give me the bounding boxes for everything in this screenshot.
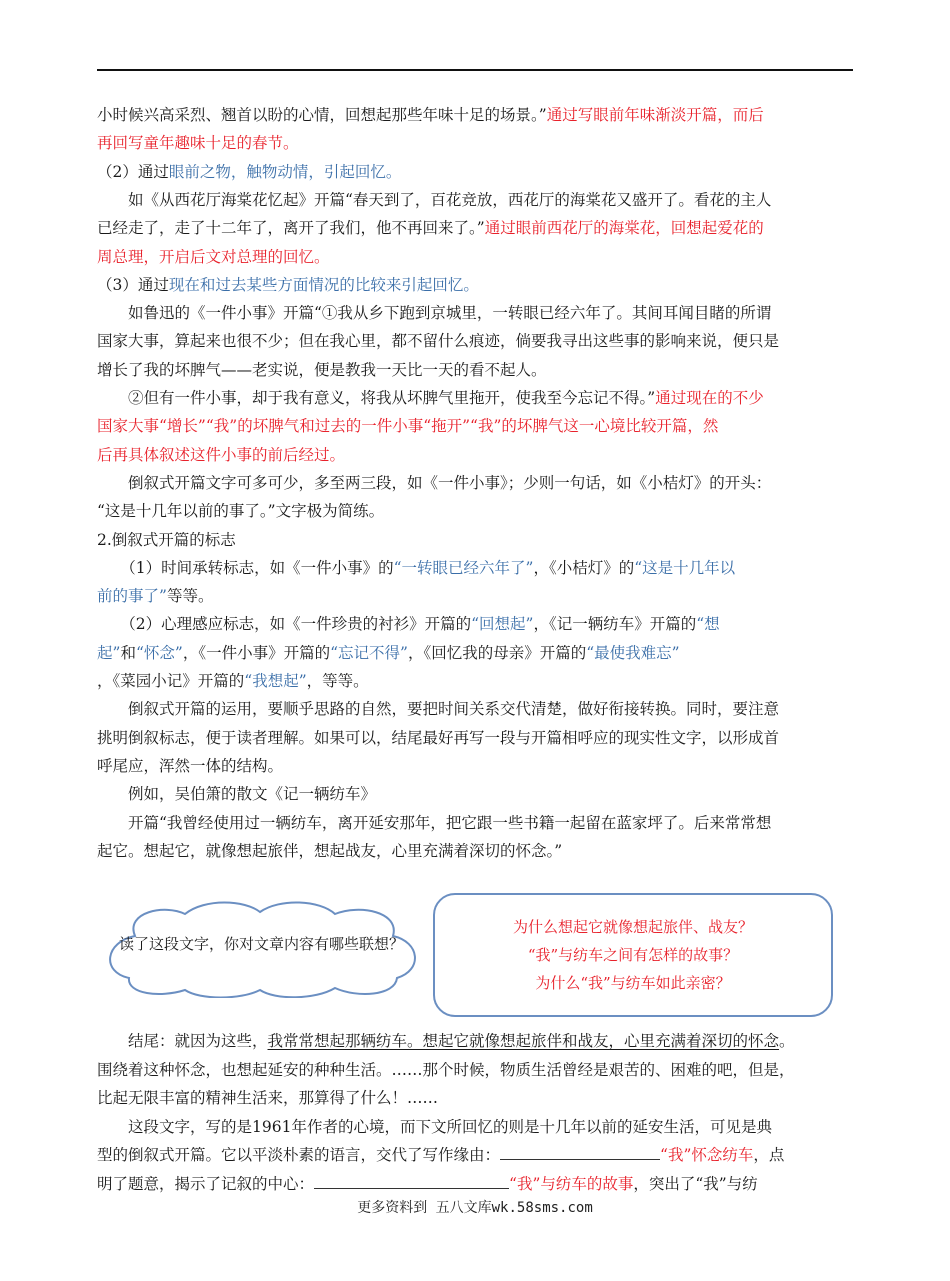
text-segment: 我常常想起那辆纺车。想起它就像想起旅伴和战友，心里充满着深切的怀念: [267, 1032, 780, 1050]
cloud-prompt: 读了这段文字，你对文章内容有哪些联想？: [104, 935, 405, 953]
text-segment: 国家大事“增长”“我”的坏脾气和过去的一件小事“拖开”“我”的坏脾气这一心境比较开篇，然: [97, 417, 719, 436]
text-line: [97, 1026, 853, 1056]
text-line: [97, 723, 853, 753]
text-segment: 通过眼前西花厅的海棠花，回想起爱花的: [484, 219, 764, 238]
text-segment: 倒叙式开篇的运用，要顺乎思路的自然，要把时间关系交代清楚，做好衔接转换。同时，要注意: [97, 700, 780, 719]
text-segment: 等等。: [166, 587, 214, 606]
text-line: [97, 411, 853, 441]
text-segment: 明了题意，揭示了记叙的中心：: [97, 1174, 315, 1193]
text-line: [97, 1055, 853, 1085]
question-line: “我”与纺车之间有怎样的故事？: [527, 946, 739, 964]
text-segment: 如《从西花厅海棠花忆起》开篇“春天到了，百花竞放，西花厅的海棠花又盛开了。看花的主人: [97, 190, 772, 209]
text-segment: 前的事了”: [97, 587, 167, 606]
text-segment: “回想起”: [471, 615, 534, 634]
text-line: [97, 213, 853, 243]
text-line: [97, 242, 853, 272]
text-segment: 起”: [97, 643, 121, 662]
text-line: [97, 638, 853, 668]
text-segment: 起它。想起它，就像想起旅伴，想起战友，心里充满着深切的怀念。”: [97, 841, 563, 860]
text-line: [97, 1112, 853, 1142]
text-segment: 呼尾应，浑然一体的结构。: [97, 756, 284, 775]
text-segment: 眼前之物，触物动情，引起回忆。: [168, 162, 402, 181]
answer-blank[interactable]: [314, 1170, 509, 1189]
header-rule: [97, 69, 853, 71]
text-line: [97, 128, 853, 158]
text-segment: 周总理，开启后文对总理的回忆。: [97, 247, 330, 266]
text-segment: 比起无限丰富的精神生活来，那算得了什么！……: [97, 1089, 439, 1107]
text-segment: （2）通过: [97, 162, 169, 181]
text-segment: 这段文字，写的是1961年作者的心境，而下文所回忆的则是十几年以前的延安生活，可见是典: [97, 1117, 772, 1136]
text-segment: ，《小桔灯》的: [533, 558, 635, 577]
text-line: [97, 383, 853, 413]
text-line: [97, 496, 853, 526]
text-segment: “一转眼已经六年了”: [393, 558, 534, 577]
text-segment: “最使我难忘”: [586, 643, 680, 662]
text-segment: “我”怀念纺车: [660, 1146, 754, 1164]
text-segment: ，《一件小事》开篇的: [182, 643, 331, 662]
text-line: [97, 779, 853, 809]
text-segment: ，《回忆我的母亲》开篇的: [407, 643, 587, 662]
text-segment: 倒叙式开篇文字可多可少，多至两三段，如《一件小事》；少则一句话，如《小桔灯》的开头：: [97, 473, 772, 492]
question-line: 为什么想起它就像想起旅伴、战友？: [512, 918, 753, 936]
text-segment: 开篇“我曾经使用过一辆纺车，离开延安那年，把它跟一些书籍一起留在蓝家坪了。后来常常想: [97, 813, 772, 832]
text-segment: ，点: [753, 1146, 785, 1164]
text-segment: “我想起”: [244, 672, 307, 690]
text-line: [97, 751, 853, 781]
text-segment: “忘记不得”: [330, 643, 408, 662]
text-line: [97, 1140, 853, 1170]
text-line: [97, 581, 853, 611]
text-line: [97, 666, 853, 696]
text-line: [97, 157, 853, 187]
text-line: [97, 298, 853, 328]
text-segment: （2）心理感应标志，如《一件珍贵的衬衫》开篇的: [97, 615, 472, 634]
text-line: [97, 440, 853, 470]
text-segment: 后再具体叙述这件小事的前后经过。: [97, 445, 346, 464]
text-line: [97, 185, 853, 215]
text-segment: ，《记一辆纺车》开篇的: [533, 615, 697, 634]
text-line: [97, 468, 853, 498]
answer-blank[interactable]: [500, 1141, 660, 1160]
text-segment: ，等等。: [306, 672, 369, 690]
text-segment: ②但有一件小事，却于我有意义，将我从坏脾气里拖开，使我至今忘记不得。”: [97, 389, 656, 407]
text-line: [97, 1169, 853, 1199]
text-segment: 增长了我的坏脾气——老实说，便是教我一天比一天的看不起人。: [97, 360, 547, 379]
text-segment: 如鲁迅的《一件小事》开篇“①我从乡下跑到京城里，一转眼已经六年了。其间耳闻目睹的所谓: [97, 304, 772, 323]
text-segment: 通过现在的不少: [655, 389, 764, 407]
text-segment: 现在和过去某些方面情况的比较来引起回忆。: [168, 275, 479, 294]
text-line: [97, 355, 853, 385]
text-segment: 2.倒叙式开篇的标志: [97, 530, 236, 549]
text-segment: 结尾：就因为这些，: [97, 1032, 268, 1050]
text-segment: “想: [696, 615, 720, 634]
text-segment: “我”与纺车的故事: [509, 1174, 634, 1193]
text-line: [97, 694, 853, 724]
text-line: [97, 808, 853, 838]
text-segment: （3）通过: [97, 275, 169, 294]
question-line: 为什么“我”与纺车如此亲密？: [535, 974, 731, 992]
text-segment: 。: [779, 1032, 795, 1050]
text-segment: 通过写眼前年味渐淡开篇，而后: [546, 106, 764, 124]
text-segment: 小时候兴高采烈、翘首以盼的心情，回想起那些年味十足的场景。”: [97, 106, 547, 124]
text-line: [97, 553, 853, 583]
text-line: [97, 100, 853, 130]
text-segment: 围绕着这种怀念，也想起延安的种种生活。……那个时候，物质生活曾经是艰苦的、困难的吧，但是，: [97, 1060, 795, 1079]
text-segment: ，突出了“我”与纺: [633, 1174, 758, 1193]
text-segment: “这是十几年以前的事了。”文字极为简练。: [97, 502, 385, 521]
text-segment: “怀念”: [135, 643, 183, 662]
text-line: [97, 1083, 853, 1113]
text-line: [97, 270, 853, 300]
text-segment: 和: [120, 643, 136, 662]
text-line: [97, 609, 853, 639]
text-line: [97, 836, 853, 866]
text-segment: 挑明倒叙标志，便于读者理解。如果可以，结尾最好再写一段与开篇相呼应的现实性文字，以形成首: [97, 728, 780, 747]
footer-text: 更多资料到 五八文库wk.58sms.com: [357, 1200, 593, 1216]
text-segment: 国家大事，算起来也很不少；但在我心里，都不留什么痕迹，倘要我寻出这些事的影响来说，便只是: [97, 332, 780, 351]
text-segment: 型的倒叙式开篇。它以平淡朴素的语言，交代了写作缘由：: [97, 1146, 501, 1164]
text-line: [97, 326, 853, 356]
text-segment: 例如，吴伯箫的散文《记一辆纺车》: [97, 785, 377, 804]
text-segment: 已经走了，走了十二年了，离开了我们，他不再回来了。”: [97, 219, 485, 238]
text-segment: 再回写童年趣味十足的春节。: [97, 134, 299, 153]
text-segment: ，《菜园小记》开篇的: [97, 672, 245, 690]
text-segment: （1）时间承转标志，如《一件小事》的: [97, 558, 394, 577]
text-line: [97, 525, 853, 555]
text-segment: “这是十几年以: [634, 558, 736, 577]
